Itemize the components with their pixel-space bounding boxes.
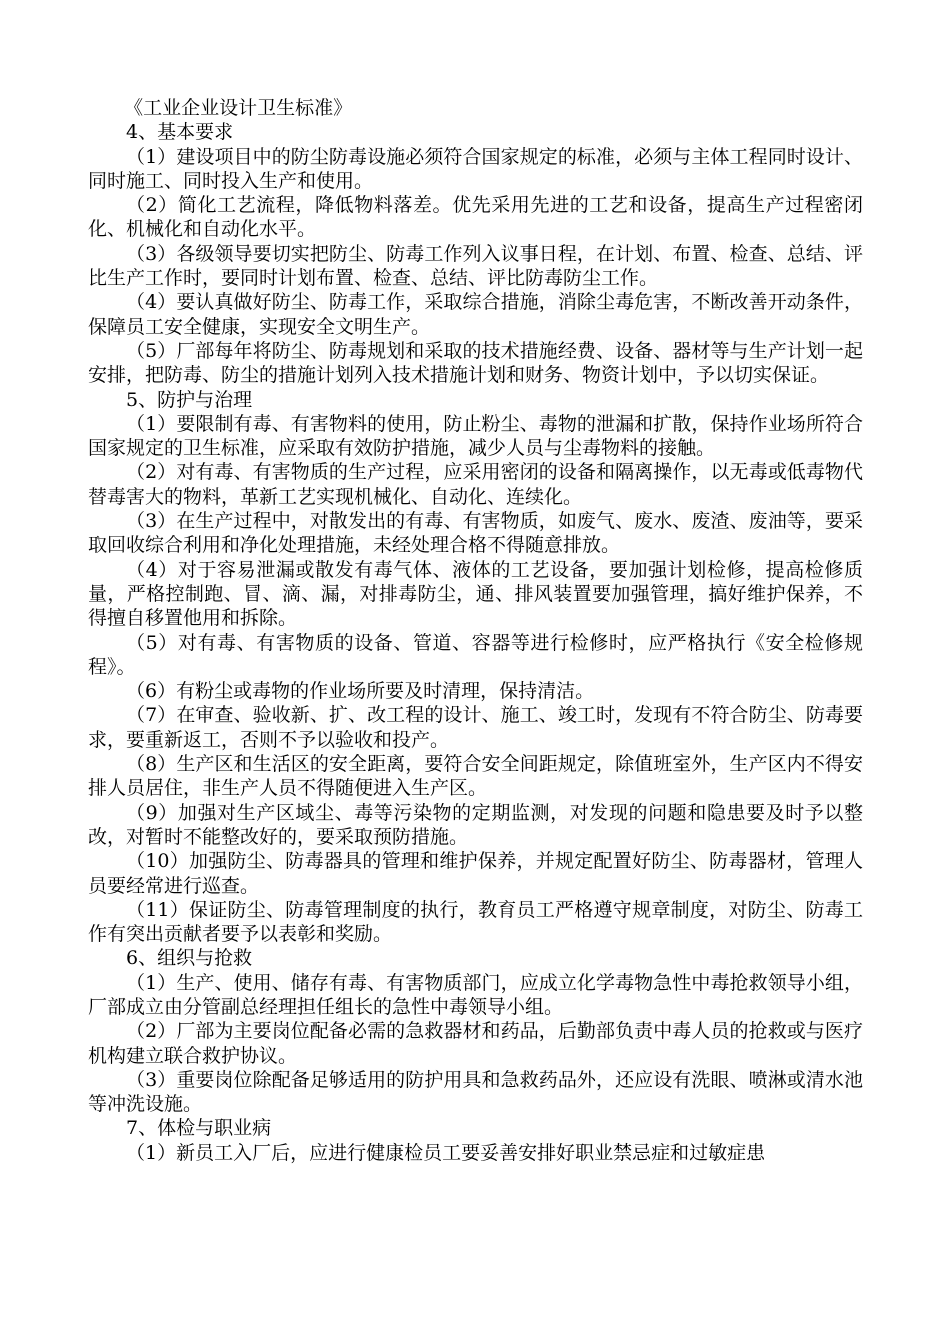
paragraph: （9）加强对生产区域尘、毒等污染物的定期监测，对发现的问题和隐患要及时予以整改，对暂时不能整改好的，要采取预防措施。 — [88, 801, 863, 848]
paragraph: （5）对有毒、有害物质的设备、管道、容器等进行检修时，应严格执行《安全检修规程》。 — [88, 631, 863, 678]
paragraph: （7）在审查、验收新、扩、改工程的设计、施工、竣工时，发现有不符合防尘、防毒要求，要重新返工，否则不予以验收和投产。 — [88, 704, 863, 751]
paragraph: （1）新员工入厂后，应进行健康检员工要妥善安排好职业禁忌症和过敏症患 — [126, 1141, 766, 1164]
paragraph: （1）建设项目中的防尘防毒设施必须符合国家规定的标准，必须与主体工程同时设计、同时施工、同时投入生产和使用。 — [88, 145, 863, 192]
paragraph: （10）加强防尘、防毒器具的管理和维护保养，并规定配置好防尘、防毒器材，管理人员要经常进行巡查。 — [88, 850, 863, 897]
paragraph: （4）要认真做好防尘、防毒工作，采取综合措施，消除尘毒危害，不断改善开动条件，保障员工安全健康，实现安全文明生产。 — [88, 291, 863, 338]
paragraph: （3）在生产过程中，对散发出的有毒、有害物质，如废气、废水、废渣、废油等，要采取回收综合利用和净化处理措施，未经处理合格不得随意排放。 — [88, 510, 863, 557]
section-heading-protection: 5、防护与治理 — [126, 388, 253, 411]
paragraph: （8）生产区和生活区的安全距离，要符合安全间距规定，除值班室外，生产区内不得安排人员居住，非生产人员不得随便进入生产区。 — [88, 753, 863, 800]
paragraph: （5）厂部每年将防尘、防毒规划和采取的技术措施经费、设备、器材等与生产计划一起安排，把防毒、防尘的措施计划列入技术措施计划和财务、物资计划中，予以切实保证。 — [88, 339, 863, 387]
paragraph: （2）简化工艺流程，降低物料落差。优先采用先进的工艺和设备，提高生产过程密闭化、机械化和自动化水平。 — [88, 194, 863, 241]
paragraph: （1）生产、使用、储存有毒、有害物质部门，应成立化学毒物急性中毒抢救领导小组，厂部成立由分管副总经理担任组长的急性中毒领导小组。 — [88, 971, 863, 1018]
document-body — [88, 96, 863, 1165]
paragraph: （1）要限制有毒、有害物料的使用，防止粉尘、毒物的泄漏和扩散，保持作业场所符合国家规定的卫生标准，应采取有效防护措施，减少人员与尘毒物料的接触。 — [88, 412, 863, 460]
section-heading-health-check: 7、体检与职业病 — [126, 1117, 272, 1140]
paragraph: （4）对于容易泄漏或散发有毒气体、液体的工艺设备，要加强计划检修，提高检修质量，严格控制跑、冒、滴、漏，对排毒防尘，通、排风装置要加强管理，搞好维护保养，不得擅自移置他用和拆除。 — [88, 558, 863, 630]
section-heading-basic-requirements: 4、基本要求 — [126, 121, 234, 144]
paragraph: （2）厂部为主要岗位配备必需的急救器材和药品，后勤部负责中毒人员的抢救或与医疗机构建立联合救护协议。 — [88, 1020, 863, 1067]
section-heading-organization-rescue: 6、组织与抢救 — [126, 947, 253, 970]
paragraph: （2）对有毒、有害物质的生产过程，应采用密闭的设备和隔离操作，以无毒或低毒物代替毒害大的物料，革新工艺实现机械化、自动化、连续化。 — [88, 461, 863, 508]
paragraph: （3）重要岗位除配备足够适用的防护用具和急救药品外，还应设有洗眼、喷淋或清水池等冲洗设施。 — [88, 1068, 863, 1116]
paragraph: （6）有粉尘或毒物的作业场所要及时清理，保持清洁。 — [126, 680, 595, 703]
paragraph: （11）保证防尘、防毒管理制度的执行，教育员工严格遵守规章制度，对防尘、防毒工作有突出贡献者要予以表彰和奖励。 — [88, 898, 863, 946]
paragraph-standard-reference: 《工业企业设计卫生标准》 — [124, 97, 353, 119]
paragraph: （3）各级领导要切实把防尘、防毒工作列入议事日程，在计划、布置、检查、总结、评比生产工作时，要同时计划布置、检查、总结、评比防毒防尘工作。 — [88, 242, 863, 290]
